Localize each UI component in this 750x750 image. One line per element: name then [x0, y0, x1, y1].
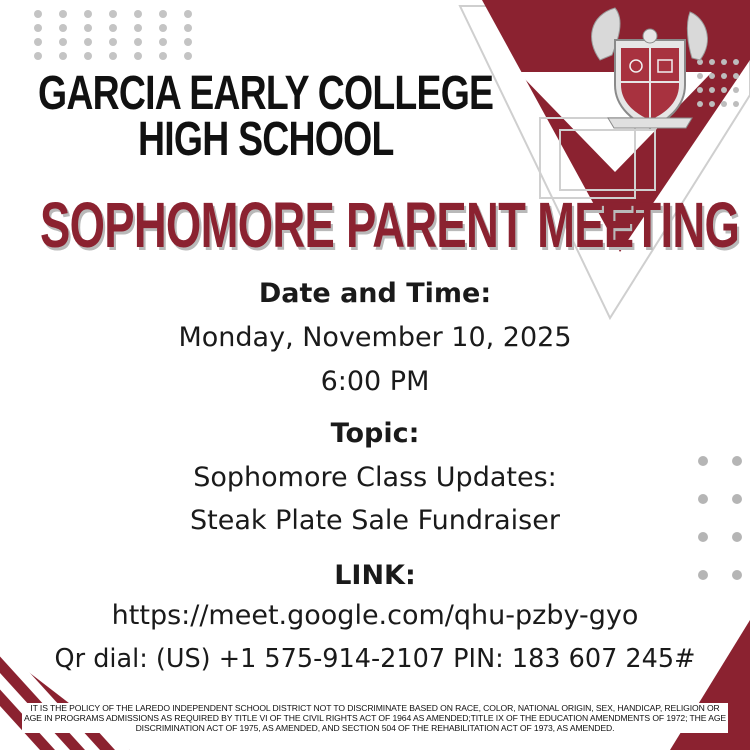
meeting-date: Monday, November 10, 2025: [178, 322, 572, 353]
link-heading: LINK:: [334, 560, 416, 591]
topic-line2: Steak Plate Sale Fundraiser: [190, 505, 560, 536]
topic-line1: Sophomore Class Updates:: [193, 462, 557, 493]
school-name-line2: HIGH SCHOOL: [138, 113, 394, 166]
dial-in-info: Qr dial: (US) +1 575-914-2107 PIN: 183 607 245#: [54, 644, 696, 674]
decorative-dot: [732, 570, 742, 580]
meeting-time: 6:00 PM: [320, 366, 430, 397]
decorative-dot: [698, 456, 708, 466]
meeting-link[interactable]: https://meet.google.com/qhu-pzby-gyo: [111, 600, 639, 631]
date-time-heading: Date and Time:: [258, 278, 492, 309]
school-name-line1: GARCIA EARLY COLLEGE: [38, 67, 494, 120]
footer-policy-text: IT IS THE POLICY OF THE LAREDO INDEPENDENT SCHOOL DISTRICT NOT TO DISCRIMINATE BASED ON RACE, COLOR, NATIONAL ORIGIN, SEX, HANDICAP, RELIGION OR AGE IN PROGRAMS ADMISSIONS AS REQUIRED BY TITLE VI OF THE CIVIL RIGHTS ACT OF 1964 AS AMENDED;TITLE IX OF THE EDUCATION AMENDMENTS OF 1972; THE AGE DISCRIMINATION ACT OF 1975, AS AMENDED, AND SECTION 504 OF THE REHABILITATION ACT OF 1973, AS AMENDED.: [23, 703, 727, 733]
decorative-dot: [698, 570, 708, 580]
bottom-left-stripes: [0, 640, 150, 750]
meeting-title: SOPHOMORE PARENT MEETING: [40, 189, 740, 261]
decorative-dot: [698, 532, 708, 542]
decorative-dot: [732, 456, 742, 466]
topic-heading: Topic:: [330, 418, 420, 449]
decorative-dot: [732, 494, 742, 504]
decorative-dot: [732, 532, 742, 542]
decorative-dot: [698, 494, 708, 504]
